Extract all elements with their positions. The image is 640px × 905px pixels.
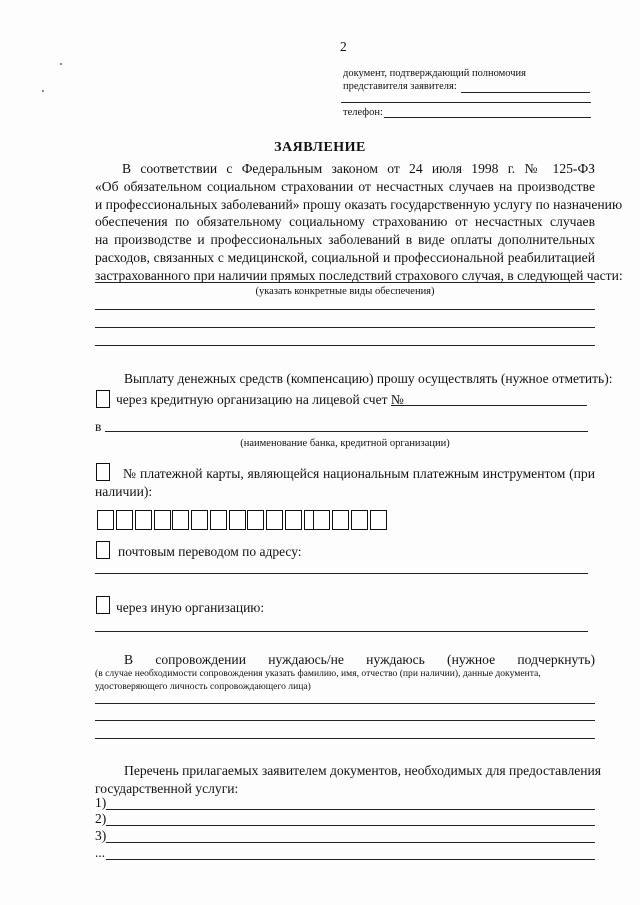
attachment-item-field[interactable]: [106, 809, 595, 810]
page-number: 2: [340, 39, 347, 54]
bank-option-label: через кредитную организацию на лицевой счет №: [116, 392, 404, 407]
provision-field[interactable]: [95, 282, 595, 283]
card-digit-cell[interactable]: [172, 510, 189, 530]
escort-line: В сопровождении нуждаюсь/не нуждаюсь (нужное подчеркнуть): [124, 652, 595, 667]
attachment-item-field[interactable]: [106, 825, 595, 826]
card-digit-cell[interactable]: [97, 510, 114, 530]
attachment-item-label: 1): [95, 795, 107, 810]
postal-address-field[interactable]: [95, 573, 588, 574]
phone-field[interactable]: [384, 117, 591, 118]
intro-line: и профессиональных заболеваний» прошу оказать государственную услугу по назначению: [95, 196, 623, 212]
account-number-field[interactable]: [391, 405, 587, 406]
card-digit-cell[interactable]: [116, 510, 133, 530]
intro-line: застрахованного при наличии прямых последствий страхового случая, в следующей части:: [95, 267, 623, 283]
postal-option-label: почтовым переводом по адресу:: [118, 544, 302, 559]
other-org-field[interactable]: [95, 631, 588, 632]
card-digit-cell[interactable]: [135, 510, 152, 530]
bank-prefix: в: [95, 419, 102, 434]
intro-line: «Об обязательном социальном страховании от несчастных случаев на производстве: [95, 178, 595, 194]
provision-field[interactable]: [95, 309, 595, 310]
rep-doc-field[interactable]: [461, 92, 590, 93]
attachment-item-field[interactable]: [106, 859, 595, 860]
rep-doc-label-line1: документ, подтверждающий полномочия: [343, 68, 526, 79]
card-digit-cell[interactable]: [351, 510, 368, 530]
card-digit-cell[interactable]: [332, 510, 349, 530]
bank-caption: (наименование банка, кредитной организации): [240, 438, 450, 449]
other-org-option-label: через иную организацию:: [116, 600, 265, 615]
attachment-item-label: ...: [95, 845, 106, 860]
escort-statement: [95, 651, 595, 669]
escort-note-line2: удостоверяющего личность сопровождающего лица): [95, 681, 311, 692]
card-digits-group-1: [97, 510, 171, 530]
intro-line: расходов, связанных с медицинской, социальной и профессиональной реабилитацией: [95, 249, 595, 265]
rep-doc-label-line2: представителя заявителя:: [343, 81, 457, 92]
card-digits-group-2: [172, 510, 246, 530]
attachments-line: государственной услуги:: [95, 780, 239, 796]
provision-field[interactable]: [95, 327, 595, 328]
bank-name-field[interactable]: [105, 431, 588, 432]
other-org-option-checkbox[interactable]: [96, 596, 110, 614]
card-option-line: наличии):: [95, 483, 153, 499]
intro-line: обеспечения по обязательному социальному страхованию от несчастных случаев: [95, 214, 595, 230]
phone-label: телефон:: [343, 107, 383, 118]
card-digit-cell[interactable]: [266, 510, 283, 530]
intro-line: В соответствии с Федеральным законом от 24 июля 1998 г. № 125-ФЗ: [122, 161, 595, 176]
scan-dot: [60, 63, 62, 65]
rep-doc-field-extra[interactable]: [341, 102, 591, 103]
card-digit-cell[interactable]: [313, 510, 330, 530]
card-digit-cell[interactable]: [285, 510, 302, 530]
escort-field[interactable]: [95, 720, 595, 721]
provision-caption: (указать конкретные виды обеспечения): [255, 286, 435, 297]
page-title: ЗАЯВЛЕНИЕ: [274, 140, 366, 155]
postal-option-checkbox[interactable]: [96, 541, 110, 559]
card-digit-cell[interactable]: [210, 510, 227, 530]
escort-field[interactable]: [95, 738, 595, 739]
attachments-heading: [95, 762, 602, 798]
card-option-line: № платежной карты, являющейся национальным платежным инструментом (при: [123, 466, 595, 481]
escort-note-line1: (в случае необходимости сопровождения указать фамилию, имя, отчество (при наличии), данные документа,: [95, 668, 541, 679]
escort-field[interactable]: [95, 703, 595, 704]
attachment-item-field[interactable]: [106, 842, 595, 843]
card-digit-cell[interactable]: [229, 510, 246, 530]
scan-dot: [42, 90, 44, 92]
payment-heading: Выплату денежных средств (компенсацию) прошу осуществлять (нужное отметить):: [124, 371, 613, 386]
card-digit-cell[interactable]: [191, 510, 208, 530]
intro-line: на производстве и профессиональных заболеваний в виде оплаты дополнительных: [95, 232, 595, 248]
card-digits-group-3: [247, 510, 321, 530]
bank-option-checkbox[interactable]: [96, 390, 110, 408]
intro-paragraph: [95, 160, 623, 285]
attachments-line: Перечень прилагаемых заявителем документов, необходимых для предоставления: [124, 763, 602, 778]
attachment-item-label: 2): [95, 811, 107, 826]
card-digits-group-4: [313, 510, 387, 530]
provision-field[interactable]: [95, 345, 595, 346]
card-digit-cell[interactable]: [370, 510, 387, 530]
card-digit-cell[interactable]: [154, 510, 171, 530]
card-digit-cell[interactable]: [247, 510, 264, 530]
attachment-item-label: 3): [95, 828, 107, 843]
card-option-label: [95, 465, 595, 501]
